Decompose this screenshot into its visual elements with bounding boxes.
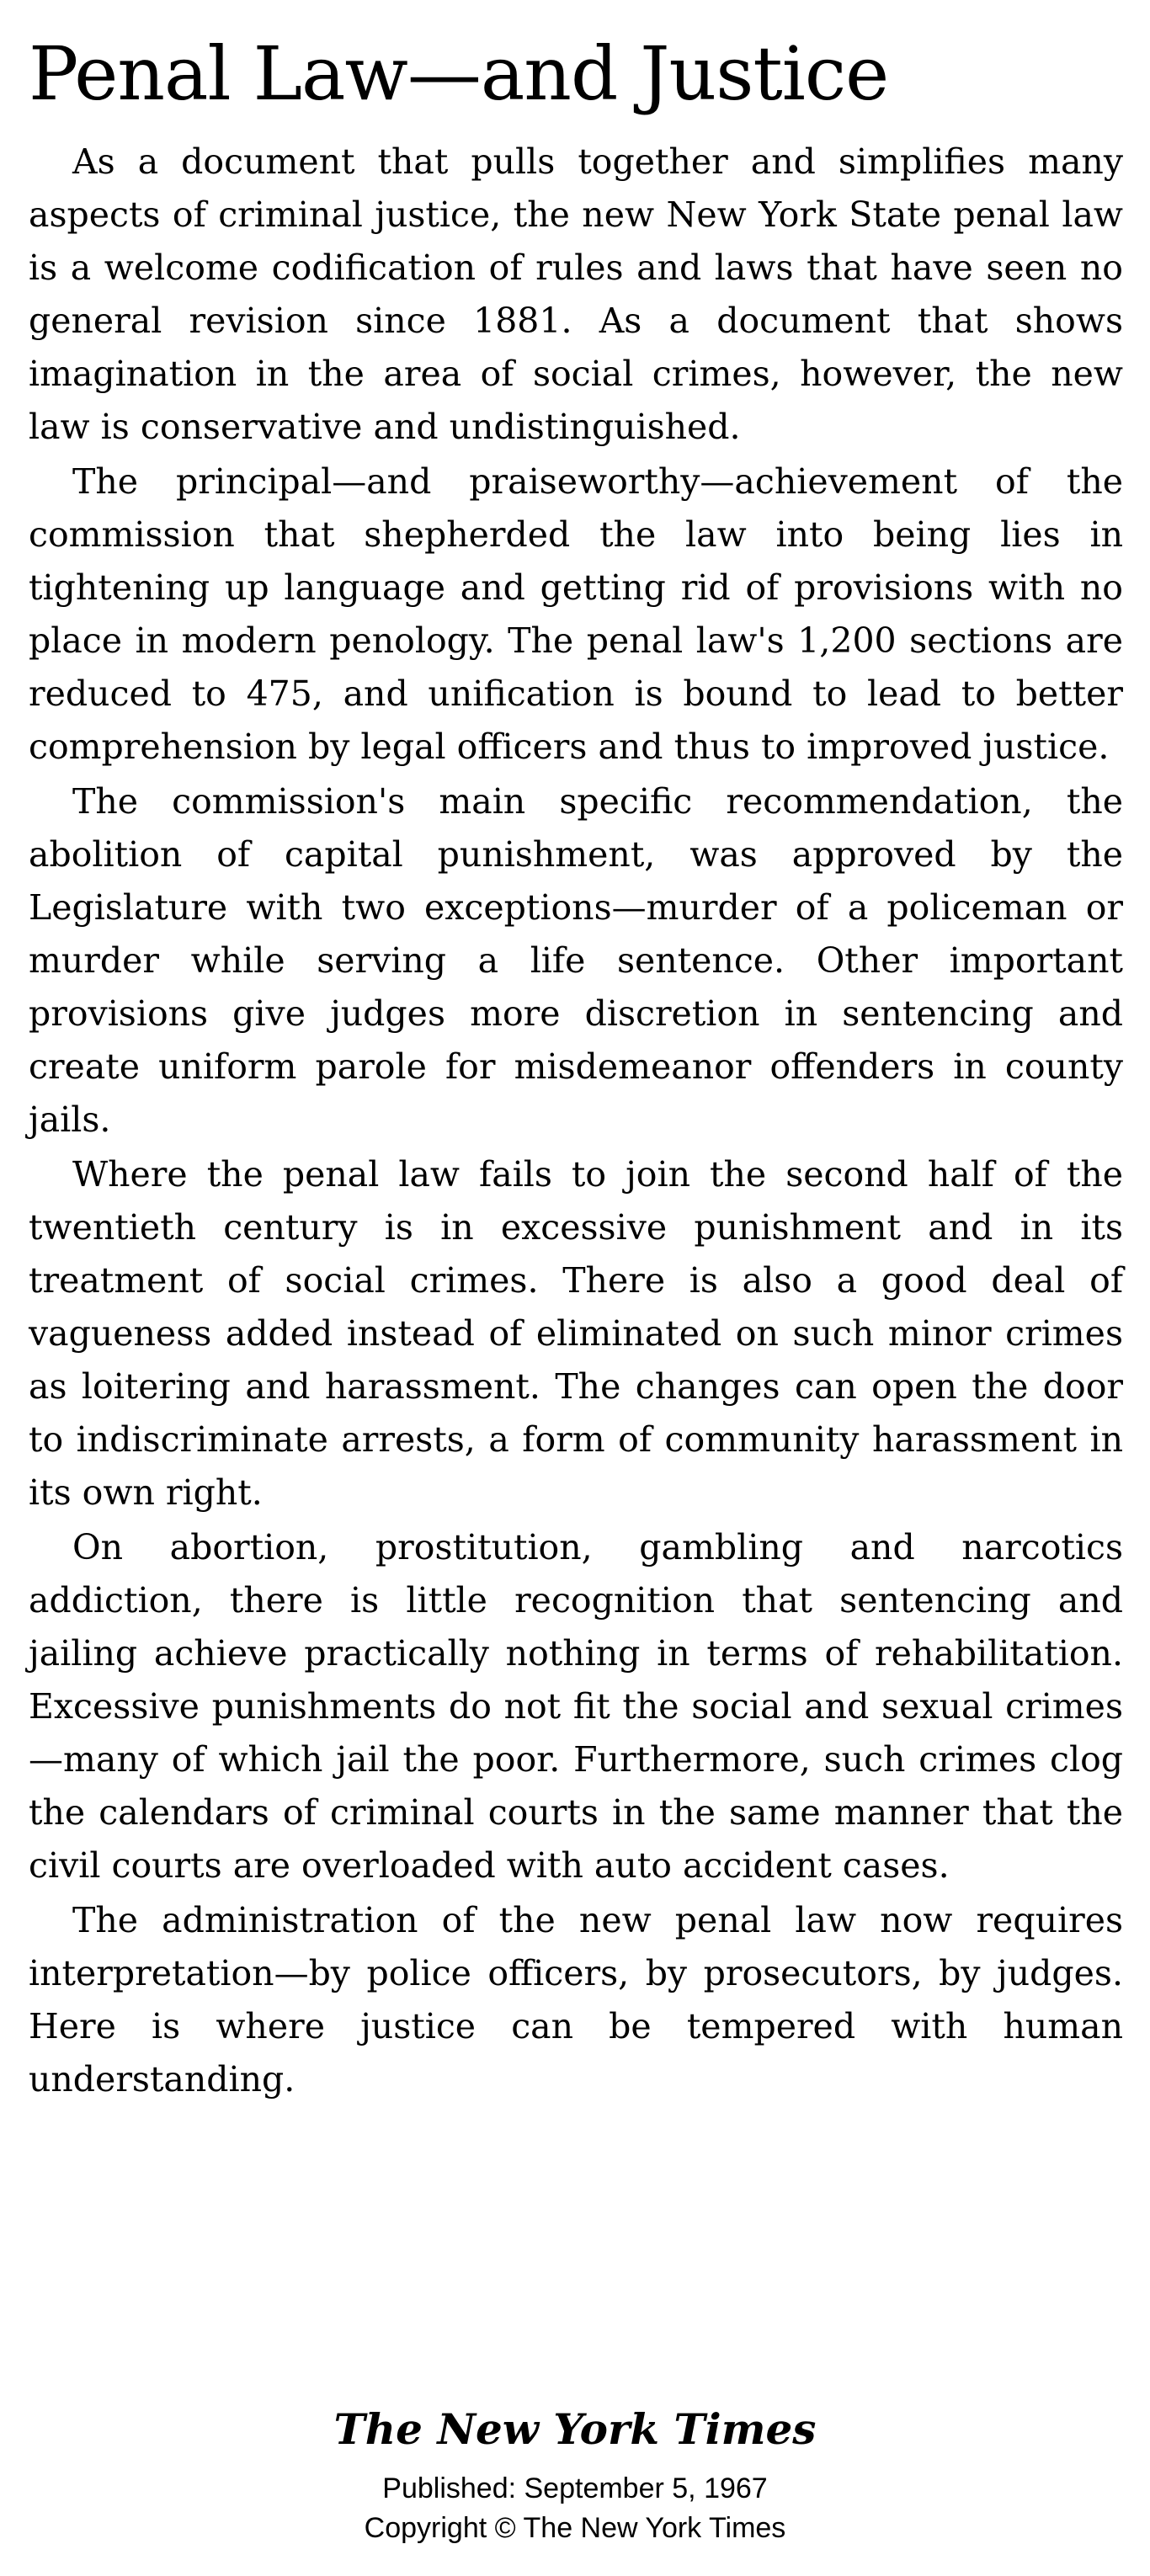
article-headline: Penal Law—and Justice bbox=[29, 30, 889, 117]
article-paragraph: The administration of the new penal law now requires interpretation—by police officers, by prosecutors, by judges. Here is where justice can be tempered with human understanding. bbox=[29, 1899, 1123, 2100]
article-footer bbox=[0, 2406, 1150, 2548]
article-paragraph: The commission's main specific recommendation, the abolition of capital punishment, was approved by the Legislature with two exceptions—murder of a policeman or murder while serving a life sentence. Other important provisions give judges more discretion in sentencing and create uniform parole for misdemeanor offenders in county jails. bbox=[29, 780, 1123, 1140]
article-paragraph: On abortion, prostitution, gambling and narcotics addiction, there is little recognition that sentencing and jailing achieve practically nothing in terms of rehabilitation. Excessive punishments do not fit the social and sexual crimes—many of which jail the poor. Furthermore, such crimes clog the calendars of criminal courts in the same manner that the civil courts are overloaded with auto accident cases. bbox=[29, 1526, 1123, 1886]
article-paragraph: As a document that pulls together and simplifies many aspects of criminal justice, the new New York State penal law is a welcome codification of rules and laws that have seen no general revision since 1881. As a document that shows imagination in the area of social crimes, however, the new law is conservative and undistinguished. bbox=[29, 141, 1123, 447]
article-body bbox=[29, 136, 1123, 2106]
article-paragraph: Where the penal law fails to join the second half of the twentieth century is in excessive punishment and in its treatment of social crimes. There is also a good deal of vagueness added instead of eliminated on such minor crimes as loitering and harassment. The changes can open the door to indiscriminate arrests, a form of community harassment in its own right. bbox=[29, 1153, 1123, 1513]
nyt-logo: The New York Times bbox=[333, 2404, 817, 2454]
published-date: Published: September 5, 1967 bbox=[382, 2472, 768, 2504]
article bbox=[29, 30, 1123, 2108]
copyright-notice: Copyright © The New York Times bbox=[364, 2512, 786, 2544]
article-paragraph: The principal—and praiseworthy—achievement of the commission that shepherded the law into being lies in tightening up language and getting rid of provisions with no place in modern penology. The penal law's 1,200 sections are reduced to 475, and unification is bound to lead to better comprehension by legal officers and thus to improved justice. bbox=[29, 460, 1123, 767]
